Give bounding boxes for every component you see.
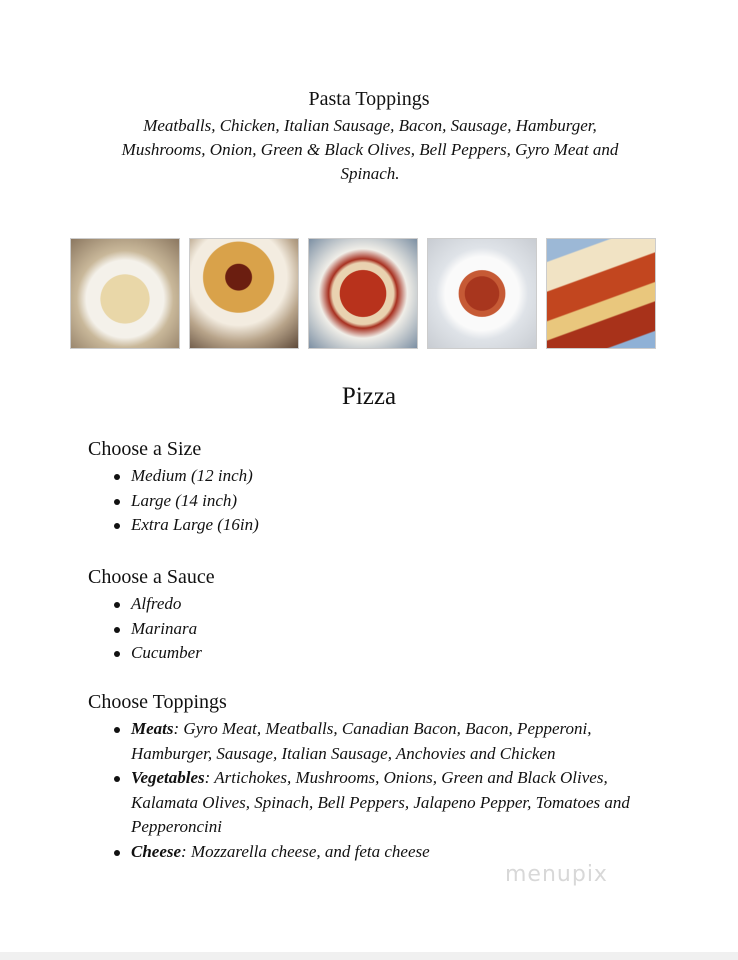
ravioli-photo bbox=[427, 238, 537, 349]
category-items: : Gyro Meat, Meatballs, Canadian Bacon, Bacon, Pepperoni, Hamburger, Sausage, Italian Sausage, Anchovies and Chicken bbox=[131, 719, 592, 763]
list-item-meats bbox=[112, 717, 632, 766]
watermark: menupix bbox=[505, 862, 608, 887]
pasta-toppings-title: Pasta Toppings bbox=[308, 88, 430, 110]
sauce-heading: Choose a Sauce bbox=[88, 566, 215, 588]
sauce-list bbox=[112, 592, 632, 666]
size-list bbox=[112, 464, 632, 538]
lasagna-photo bbox=[546, 238, 656, 349]
list-item-vegetables bbox=[112, 766, 632, 840]
chicken-alfredo-photo bbox=[70, 238, 180, 349]
toppings-list bbox=[112, 717, 632, 864]
list-item-cheese bbox=[112, 840, 632, 865]
toppings-heading: Choose Toppings bbox=[88, 691, 227, 713]
list-item: Alfredo bbox=[112, 592, 632, 617]
category-label: Cheese bbox=[131, 841, 182, 861]
pasta-toppings-list: Meatballs, Chicken, Italian Sausage, Bacon, Sausage, Hamburger, Mushrooms, Onion, Green & Black Olives, Bell Peppers, Gyro Meat and Spinach. bbox=[121, 116, 619, 183]
list-item: Marinara bbox=[112, 617, 632, 642]
list-item: Medium (12 inch) bbox=[112, 464, 632, 489]
category-label: Vegetables bbox=[131, 768, 205, 787]
category-items: : Artichokes, Mushrooms, Onions, Green and Black Olives, Kalamata Olives, Spinach, Bell Peppers, Jalapeno Pepper, Tomatoes and Pepperoncini bbox=[131, 768, 630, 836]
list-item: Cucumber bbox=[112, 641, 632, 666]
category-label: Meats bbox=[131, 719, 174, 738]
size-heading: Choose a Size bbox=[88, 438, 202, 460]
list-item: Extra Large (16in) bbox=[112, 513, 632, 538]
page-bottom-edge bbox=[0, 952, 738, 960]
manicotti-photo bbox=[308, 238, 418, 349]
pizza-title: Pizza bbox=[341, 383, 397, 410]
pasta-photo-strip bbox=[70, 238, 656, 349]
spaghetti-meatballs-photo bbox=[189, 238, 299, 349]
category-items: : Mozzarella cheese, and feta cheese bbox=[181, 841, 430, 861]
list-item: Large (14 inch) bbox=[112, 489, 632, 514]
